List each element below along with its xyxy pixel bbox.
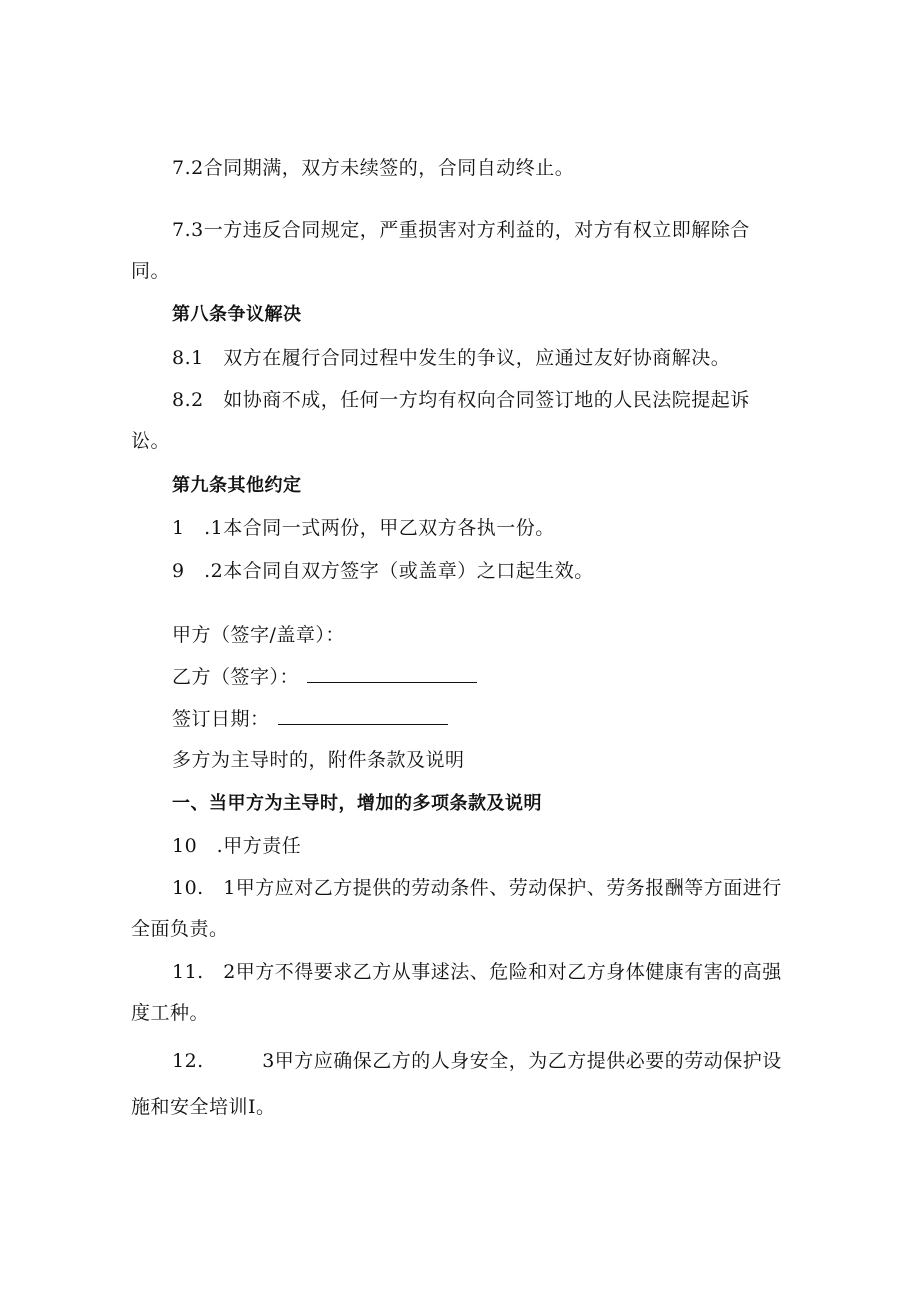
clause-8-2-line-2: 讼。 <box>131 430 171 452</box>
clause-10-1-line-1: 10. 1甲方应对乙方提供的劳动条件、劳动保护、劳务报酬等方面进行 <box>172 877 782 899</box>
clause-10: 10 .甲方责任 <box>172 835 302 857</box>
clause-11-2-line-2: 度工种。 <box>131 1002 210 1024</box>
clause-9-1: 1 .1本合同一式两份，甲乙双方各执一份。 <box>172 517 555 539</box>
sign-date-blank <box>278 708 448 725</box>
clause-7-2: 7.2合同期满，双方未续签的，合同自动终止。 <box>172 157 575 179</box>
clause-8-1: 8.1 双方在履行合同过程中发生的争议，应通过友好协商解决。 <box>172 347 731 369</box>
article-8-title: 第八条争议解决 <box>172 304 302 325</box>
party-b-signature-blank <box>307 666 477 683</box>
party-a-signature: 甲方（签字/盖章）： <box>172 624 345 646</box>
clause-7-3-line-2: 同。 <box>131 260 171 282</box>
appendix-note: 多方为主导时的，附件条款及说明 <box>172 749 465 771</box>
party-b-signature-row <box>172 662 477 689</box>
clause-11-2-line-1: 11. 2甲方不得要求乙方从事逑法、危险和对乙方身体健康有害的高强 <box>172 961 782 983</box>
clause-12-3-line-2: 施和安全培训I。 <box>131 1096 276 1118</box>
clause-12-3-line-1: 12. 3甲方应确保乙方的人身安全，为乙方提供必要的劳动保护设 <box>172 1050 782 1072</box>
section-1-title: 一、当甲方为主导时，增加的多项条款及说明 <box>172 793 542 814</box>
clause-7-3-line-1: 7.3一方违反合同规定，严重损害对方利益的，对方有权立即解除合 <box>172 219 750 241</box>
sign-date-label: 签订日期： <box>172 708 270 730</box>
clause-8-2-line-1: 8.2 如协商不成，任何一方均有权向合同签订地的人民法院提起诉 <box>172 389 750 411</box>
clause-10-1-line-2: 全面负责。 <box>131 918 229 940</box>
sign-date-row <box>172 704 448 731</box>
party-b-label: 乙方（签字）： <box>172 666 300 688</box>
clause-9-2: 9 .2本合同自双方签字（或盖章）之口起生效。 <box>172 560 594 582</box>
article-9-title: 第九条其他约定 <box>172 475 302 496</box>
